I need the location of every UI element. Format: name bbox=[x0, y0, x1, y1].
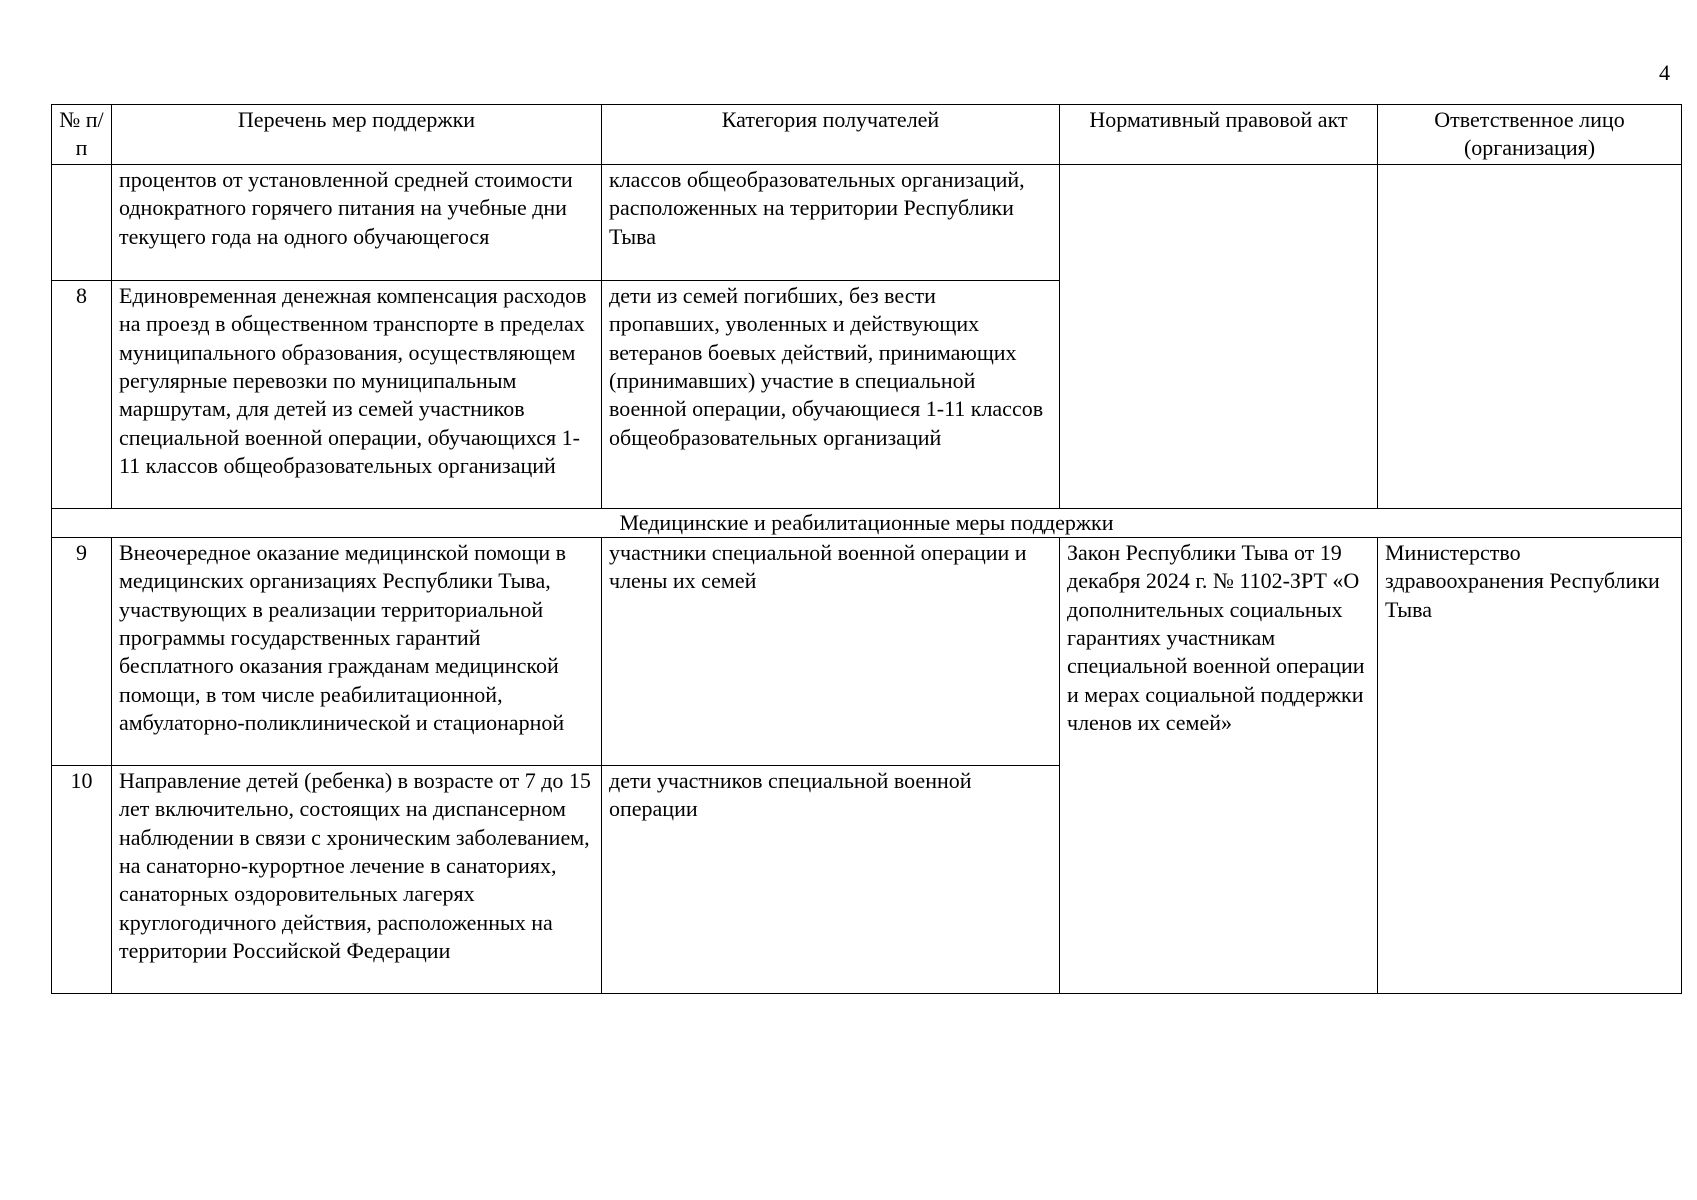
header-responsible: Ответственное лицо (организация) bbox=[1378, 105, 1682, 165]
header-number: № п/п bbox=[52, 105, 112, 165]
measure-cell: процентов от установленной средней стоимости однократного горячего питания на учебные дни текущего года на одного обучающегося bbox=[112, 164, 602, 280]
header-measures: Перечень мер поддержки bbox=[112, 105, 602, 165]
measure-cell: Единовременная денежная компенсация расходов на проезд в общественном транспорте в пределах муниципального образования, осуществляющем регулярные перевозки по муниципальным маршрутам, для детей из семей участников специальной военной операции, обучающихся 1-11 классов общеобразовательных организаций bbox=[112, 280, 602, 508]
category-cell: классов общеобразовательных организаций, расположенных на территории Республики Тыва bbox=[602, 164, 1060, 280]
support-measures-table bbox=[51, 104, 1682, 994]
header-category: Категория получателей bbox=[602, 105, 1060, 165]
row-number: 9 bbox=[52, 537, 112, 765]
responsible-cell-empty bbox=[1378, 164, 1682, 508]
measure-cell: Внеочередное оказание медицинской помощи в медицинских организациях Республики Тыва, участвующих в реализации территориальной программы государственных гарантий бесплатного оказания гражданам медицинской помощи, в том числе реабилитационной, амбулаторно-поликлинической и стационарной bbox=[112, 537, 602, 765]
section-row bbox=[52, 508, 1682, 537]
header-act: Нормативный правовой акт bbox=[1060, 105, 1378, 165]
table-row bbox=[52, 537, 1682, 765]
responsible-cell: Министерство здравоохранения Республики Тыва bbox=[1378, 537, 1682, 993]
category-cell: участники специальной военной операции и члены их семей bbox=[602, 537, 1060, 765]
section-title: Медицинские и реабилитационные меры поддержки bbox=[52, 508, 1682, 537]
row-number bbox=[52, 164, 112, 280]
page-number: 4 bbox=[1659, 60, 1670, 85]
row-number: 8 bbox=[52, 280, 112, 508]
table-header-row bbox=[52, 105, 1682, 165]
act-cell-empty bbox=[1060, 164, 1378, 508]
act-cell: Закон Республики Тыва от 19 декабря 2024 г. № 1102-ЗРТ «О дополнительных социальных гарантиях участникам специальной военной операции и мерах социальной поддержки членов их семей» bbox=[1060, 537, 1378, 993]
category-cell: дети участников специальной военной операции bbox=[602, 765, 1060, 993]
category-cell: дети из семей погибших, без вести пропавших, уволенных и действующих ветеранов боевых действий, принимающих (принимавших) участие в специальной военной операции, обучающиеся 1-11 классов общеобразовательных организаций bbox=[602, 280, 1060, 508]
row-number: 10 bbox=[52, 765, 112, 993]
measure-cell: Направление детей (ребенка) в возрасте от 7 до 15 лет включительно, состоящих на диспансерном наблюдении в связи с хроническим заболеванием, на санаторно-курортное лечение в санаториях, санаторных оздоровительных лагерях круглогодичного действия, расположенных на территории Российской Федерации bbox=[112, 765, 602, 993]
table-row bbox=[52, 164, 1682, 280]
